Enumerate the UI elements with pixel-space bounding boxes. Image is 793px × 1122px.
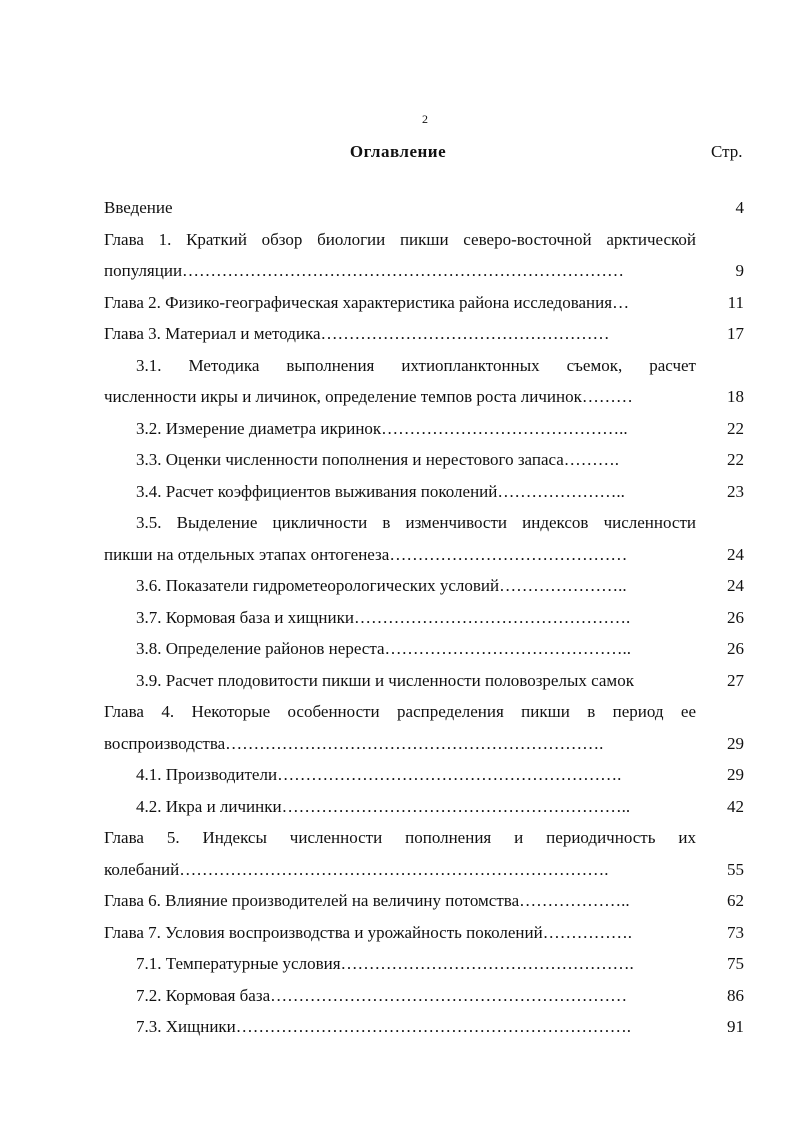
toc-entry[interactable] — [104, 413, 744, 445]
toc-entry[interactable] — [104, 318, 744, 350]
toc-entry[interactable] — [104, 822, 744, 885]
toc-entry-page: 22 — [727, 418, 744, 438]
toc-entry-text: 7.2. Кормовая база……………………………………………………… — [136, 985, 628, 1005]
toc-entry[interactable] — [104, 696, 744, 759]
toc-entry-text: 3.8. Определение районов нереста…………………………………….. — [136, 639, 632, 658]
toc-entry-page: 18 — [727, 387, 744, 406]
toc-entry-page: 23 — [727, 481, 744, 501]
toc-entry[interactable] — [104, 917, 744, 949]
toc-entry-text: 4.1. Производители……………………………………………………. — [136, 765, 622, 784]
toc-entry-page: 62 — [727, 891, 744, 910]
toc-entry[interactable] — [104, 287, 744, 319]
toc-entry-text: Глава 2. Физико-географическая характеристика района исследования… — [104, 292, 630, 312]
table-of-contents — [104, 192, 744, 1043]
toc-entry-text: 3.9. Расчет плодовитости пикши и численности половозрелых самок — [136, 670, 634, 690]
toc-entry[interactable] — [104, 948, 744, 980]
toc-entry-page: 73 — [727, 922, 744, 942]
toc-entry-first-line: Глава 5. Индексы численности пополнения и периодичность их — [104, 828, 696, 847]
toc-entry-text: Глава 6. Влияние производителей на величину потомства……………….. — [104, 891, 630, 910]
toc-entry-page: 26 — [727, 639, 744, 658]
toc-entry-text: колебаний…………………………………………………………………. — [104, 859, 609, 879]
toc-entry-page: 75 — [727, 954, 744, 973]
toc-entry-page: 11 — [727, 292, 744, 312]
toc-entry[interactable] — [104, 192, 744, 224]
toc-entry-first-line: 3.5. Выделение цикличности в изменчивости индексов численности — [136, 513, 696, 532]
toc-entry-first-line: Глава 1. Краткий обзор биологии пикши северо-восточной арктической — [104, 229, 696, 249]
toc-entry-text: численности икры и личинок, определение темпов роста личинок……… — [104, 387, 633, 406]
toc-entry[interactable] — [104, 476, 744, 508]
toc-entry-page: 27 — [727, 670, 744, 690]
toc-entry[interactable] — [104, 980, 744, 1012]
toc-entry-text: 7.3. Хищники……………………………………………………………. — [136, 1017, 632, 1036]
page-number: 2 — [422, 112, 428, 126]
toc-entry-text: Глава 3. Материал и методика…………………………………………… — [104, 324, 610, 343]
toc-entry-text: 7.1. Температурные условия……………………………………………. — [136, 954, 634, 973]
toc-entry-text: пикши на отдельных этапах онтогенеза…………………………………… — [104, 544, 628, 564]
toc-entry-text: воспроизводства…………………………………………………………. — [104, 733, 604, 753]
toc-entry-text: 4.2. Икра и личинки…………………………………………………….. — [136, 796, 631, 816]
toc-entry-page: 24 — [727, 544, 744, 564]
toc-entry-text: 3.6. Показатели гидрометеорологических условий………………….. — [136, 576, 627, 595]
toc-entry[interactable] — [104, 633, 744, 665]
toc-entry-text: 3.2. Измерение диаметра икринок…………………………………….. — [136, 418, 628, 438]
toc-entry-page: 55 — [727, 859, 744, 879]
toc-entry-page: 4 — [735, 198, 744, 217]
toc-entry[interactable] — [104, 759, 744, 791]
toc-entry-text: популяции…………………………………………………………………… — [104, 261, 625, 280]
toc-entry-page: 29 — [727, 733, 744, 753]
toc-entry-first-line: Глава 4. Некоторые особенности распределения пикши в период ее — [104, 702, 696, 721]
toc-entry[interactable] — [104, 444, 744, 476]
toc-entry[interactable] — [104, 885, 744, 917]
toc-entry-page: 91 — [727, 1017, 744, 1036]
page-title: Оглавление — [349, 142, 447, 161]
toc-entry-page: 17 — [727, 324, 744, 343]
toc-entry-page: 86 — [727, 985, 744, 1005]
toc-entry-page: 42 — [727, 796, 744, 816]
toc-entry-text: 3.4. Расчет коэффициентов выживания поколений………………….. — [136, 481, 625, 501]
toc-entry[interactable] — [104, 791, 744, 823]
toc-entry-text: 3.3. Оценки численности пополнения и нерестового запаса………. — [136, 450, 620, 469]
toc-entry-page: 9 — [735, 261, 744, 280]
toc-entry-page: 29 — [727, 765, 744, 784]
toc-entry-text: 3.7. Кормовая база и хищники…………………………………………. — [136, 607, 631, 627]
toc-entry[interactable] — [104, 1011, 744, 1043]
toc-entry[interactable] — [104, 570, 744, 602]
toc-entry[interactable] — [104, 602, 744, 634]
page-column-label: Стр. — [711, 142, 743, 161]
toc-entry[interactable] — [104, 507, 744, 570]
toc-entry-text: Введение — [104, 198, 173, 217]
toc-entry[interactable] — [104, 350, 744, 413]
toc-entry-text: Глава 7. Условия воспроизводства и урожайность поколений……………. — [104, 922, 632, 942]
toc-entry-page: 26 — [727, 607, 744, 627]
toc-entry-page: 24 — [727, 576, 744, 595]
toc-entry-first-line: 3.1. Методика выполнения ихтиопланктонных съемок, расчет — [136, 355, 696, 375]
toc-entry-page: 22 — [727, 450, 744, 469]
toc-entry[interactable] — [104, 665, 744, 697]
toc-entry[interactable] — [104, 224, 744, 287]
